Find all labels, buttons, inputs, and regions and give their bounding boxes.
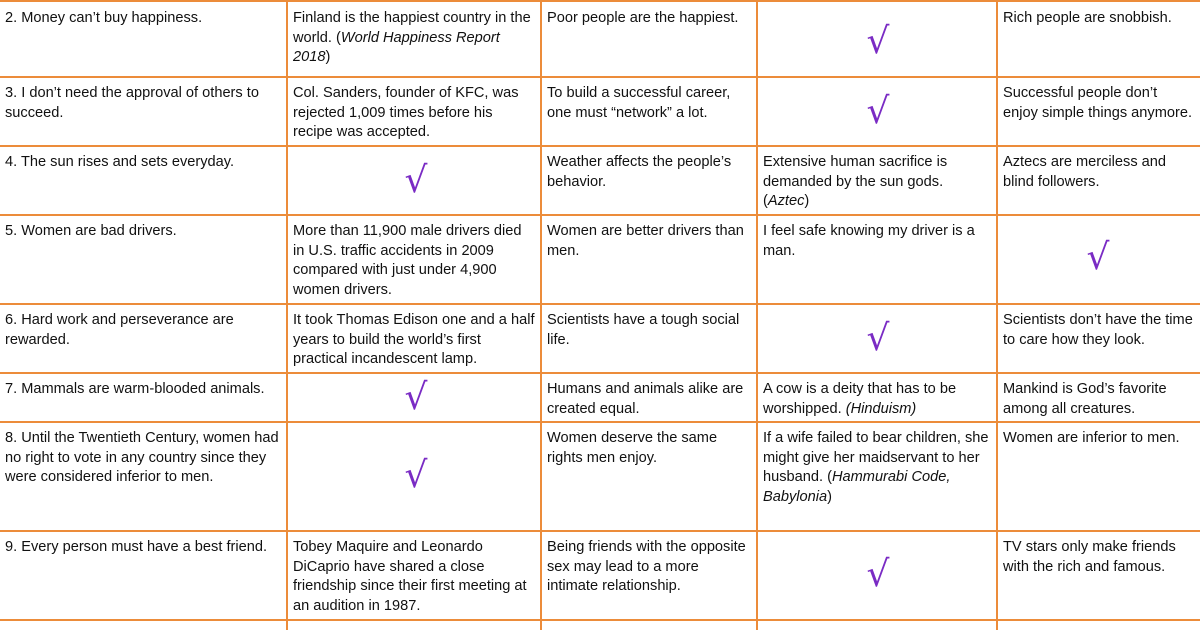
row-divider bbox=[0, 530, 1200, 532]
belief-cell: I feel safe knowing my driver is a man. bbox=[763, 223, 975, 259]
check-mark: √ bbox=[866, 554, 890, 595]
fact-cell: Col. Sanders, founder of KFC, was rejected 1,009 times before his recipe was accepted. bbox=[293, 85, 519, 141]
belief-text: If a wife failed to bear children, she might give her maidservant to her husband. ( bbox=[763, 430, 989, 486]
fact-cell bbox=[288, 7, 540, 68]
row-divider bbox=[0, 619, 1200, 621]
row-divider bbox=[0, 214, 1200, 216]
fact-text: ) bbox=[325, 49, 331, 66]
belief-text: Extensive human sacrifice is demanded by the sun gods. ( bbox=[763, 154, 948, 210]
belief-cell: Successful people don’t enjoy simple things anymore. bbox=[1003, 85, 1192, 121]
statement-cell: 2. Money can’t buy happiness. bbox=[5, 10, 203, 26]
belief-cell: Humans and animals alike are created equal. bbox=[547, 381, 744, 417]
statement-cell: 3. I don’t need the approval of others to succeed. bbox=[5, 85, 259, 121]
check-mark: √ bbox=[866, 91, 890, 132]
row-divider bbox=[0, 421, 1200, 423]
check-mark: √ bbox=[866, 21, 890, 62]
row-divider bbox=[0, 145, 1200, 147]
belief-cell: Aztecs are merciless and blind followers. bbox=[1003, 154, 1167, 190]
belief-cell: Scientists have a tough social life. bbox=[547, 312, 740, 348]
check-mark: √ bbox=[1086, 237, 1110, 278]
source-citation: Aztec bbox=[767, 193, 805, 210]
statement-cell: 7. Mammals are warm-blooded animals. bbox=[5, 381, 265, 397]
belief-cell: Mankind is God’s favorite among all creatures. bbox=[1003, 381, 1167, 417]
row-divider bbox=[0, 303, 1200, 305]
fact-cell: It took Thomas Edison one and a half years to build the world’s first practical incandescent lamp. bbox=[293, 312, 535, 368]
belief-cell: Poor people are the happiest. bbox=[547, 10, 739, 26]
statement-cell: 5. Women are bad drivers. bbox=[5, 223, 177, 239]
belief-cell: Weather affects the people’s behavior. bbox=[547, 154, 732, 190]
belief-text: ) bbox=[804, 193, 810, 210]
belief-text: ) bbox=[827, 488, 832, 505]
statement-cell: 4. The sun rises and sets everyday. bbox=[5, 154, 235, 170]
belief-cell: TV stars only make friends with the rich and famous. bbox=[1003, 539, 1176, 575]
belief-cell: Women are better drivers than men. bbox=[547, 223, 744, 259]
row-divider bbox=[0, 0, 1200, 2]
check-mark: √ bbox=[866, 318, 890, 359]
belief-cell bbox=[758, 378, 996, 419]
fact-cell: Tobey Maquire and Leonardo DiCaprio have shared a close friendship since their first meeting at an audition in 1987. bbox=[293, 539, 527, 614]
check-mark: √ bbox=[404, 377, 428, 418]
belief-cell: Rich people are snobbish. bbox=[1003, 10, 1172, 26]
row-divider bbox=[0, 76, 1200, 78]
belief-cell bbox=[758, 427, 996, 507]
check-mark: √ bbox=[404, 160, 428, 201]
belief-cell: Scientists don’t have the time to care how they look. bbox=[1003, 312, 1193, 348]
belief-cell: To build a successful career, one must “network” a lot. bbox=[547, 85, 731, 121]
fact-text: Finland is the happiest country in the bbox=[293, 10, 531, 26]
fact-cell: More than 11,900 male drivers died in U.S. traffic accidents in 2009 compared with just under 4,900 women drivers. bbox=[293, 223, 522, 298]
row-divider bbox=[0, 372, 1200, 374]
column-divider bbox=[756, 0, 758, 630]
belief-cell bbox=[758, 151, 996, 212]
fact-text: world. ( bbox=[293, 29, 341, 46]
check-mark: √ bbox=[404, 455, 428, 496]
source-citation: Hammurabi Code, Babylonia bbox=[763, 469, 951, 505]
source-citation: World Happiness Report 2018 bbox=[293, 29, 500, 66]
belief-cell: Women deserve the same rights men enjoy. bbox=[547, 430, 718, 466]
statement-cell: 8. Until the Twentieth Century, women had no right to vote in any country since they were considered inferior to men. bbox=[5, 430, 279, 486]
belief-text: A cow is a deity that has to be worshipped. bbox=[763, 381, 957, 417]
statement-cell: 6. Hard work and perseverance are rewarded. bbox=[5, 312, 234, 348]
statement-cell: 9. Every person must have a best friend. bbox=[5, 539, 268, 555]
belief-cell: Women are inferior to men. bbox=[1003, 430, 1180, 446]
belief-cell: Being friends with the opposite sex may lead to a more intimate relationship. bbox=[547, 539, 746, 595]
source-citation: (Hinduism) bbox=[845, 400, 917, 417]
